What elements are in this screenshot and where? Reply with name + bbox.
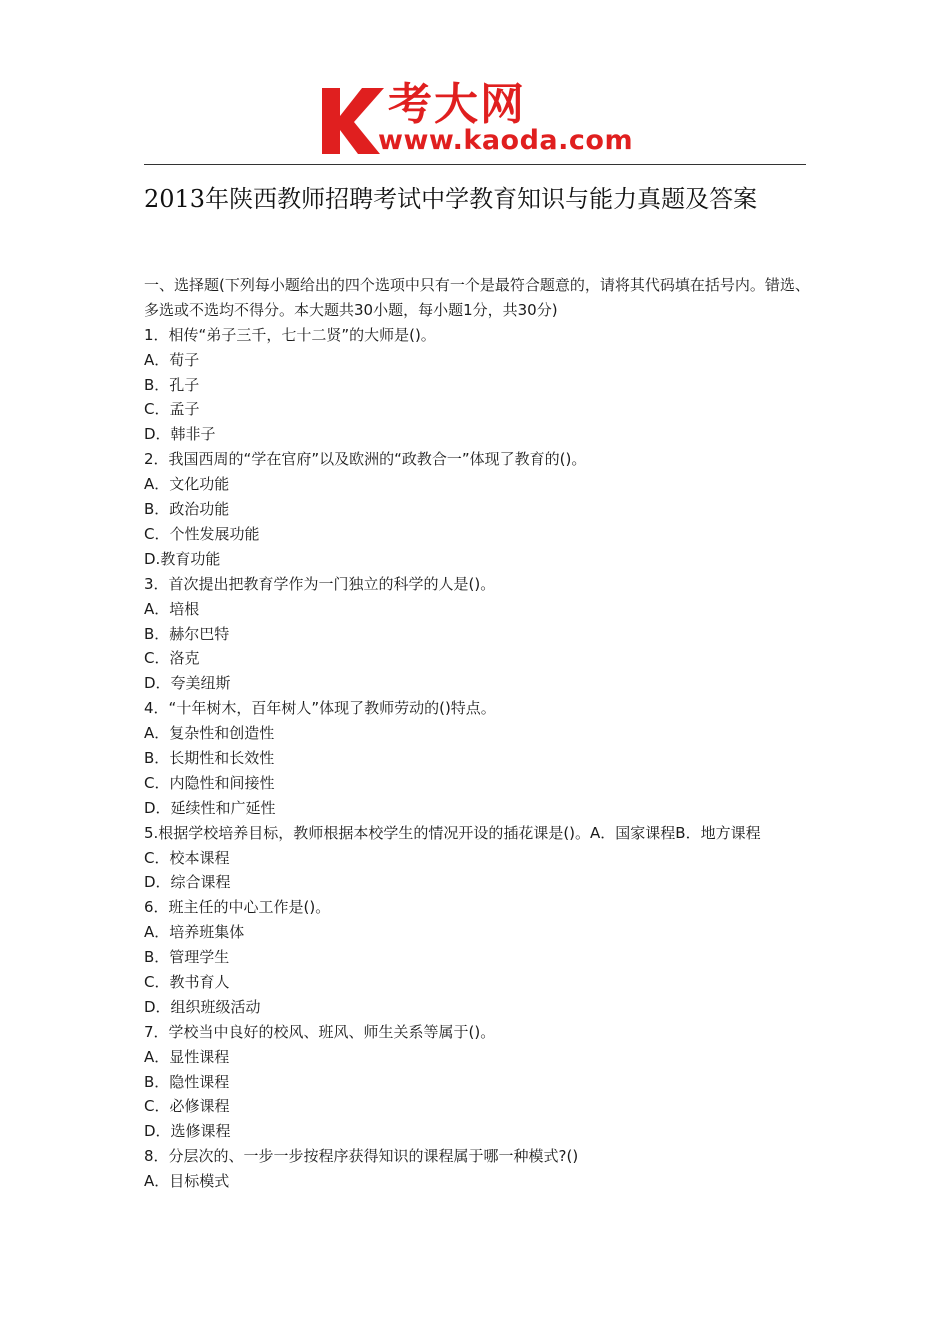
question-stem: 1．相传“弟子三千，七十二贤”的大师是()。 xyxy=(144,325,436,344)
option: A．目标模式 xyxy=(144,1172,230,1191)
question-stem: 3．首次提出把教育学作为一门独立的科学的人是()。 xyxy=(144,574,496,593)
option: D.教育功能 xyxy=(144,549,221,568)
page-title: 2013年陕西教师招聘考试中学教育知识与能力真题及答案 xyxy=(144,185,758,213)
question-stem: 8．分层次的、一步一步按程序获得知识的课程属于哪一种模式?() xyxy=(144,1147,579,1166)
option: C．校本课程 xyxy=(144,848,230,867)
option: C．教书育人 xyxy=(144,972,230,991)
option: C．内隐性和间接性 xyxy=(144,773,275,792)
option: D．组织班级活动 xyxy=(144,997,261,1016)
option: B．长期性和长效性 xyxy=(144,748,275,767)
question-stem: 4．“十年树木，百年树人”体现了教师劳动的()特点。 xyxy=(144,699,496,718)
option: C．孟子 xyxy=(144,400,200,419)
option: D．韩非子 xyxy=(144,425,216,444)
option: D．夸美纽斯 xyxy=(144,674,231,693)
option: B．孔子 xyxy=(144,375,200,394)
kaoda-logo[interactable] xyxy=(318,78,648,158)
question-stem: 2．我国西周的“学在官府”以及欧洲的“政教合一”体现了教育的()。 xyxy=(144,450,587,469)
option: C．个性发展功能 xyxy=(144,524,260,543)
logo-brand-text: 考大网 xyxy=(388,79,526,130)
option: A．荀子 xyxy=(144,350,200,369)
option: D．综合课程 xyxy=(144,873,231,892)
section-intro: 一、选择题(下列每小题给出的四个选项中只有一个是最符合题意的，请将其代码填在括号内。错选、多选或不选均不得分。本大题共30小题，每小题1分，共30分) xyxy=(144,276,810,319)
option: B．赫尔巴特 xyxy=(144,624,230,643)
option: C．洛克 xyxy=(144,649,200,668)
question-stem: 7．学校当中良好的校风、班风、师生关系等属于()。 xyxy=(144,1022,496,1041)
option: A．复杂性和创造性 xyxy=(144,724,275,743)
question-stem: 5.根据学校培养目标，教师根据本校学生的情况开设的插花课是()。A．国家课程B．地方课程 xyxy=(144,823,761,842)
logo-url-text: www.kaoda.com xyxy=(378,125,634,156)
option: B．隐性课程 xyxy=(144,1072,230,1091)
option: A．文化功能 xyxy=(144,475,230,494)
option: A．显性课程 xyxy=(144,1047,230,1066)
exam-content xyxy=(144,273,812,1194)
header-divider xyxy=(144,164,806,165)
option: A．培根 xyxy=(144,599,200,618)
option: C．必修课程 xyxy=(144,1097,230,1116)
option: B．管理学生 xyxy=(144,948,230,967)
question-stem: 6．班主任的中心工作是()。 xyxy=(144,898,331,917)
option: A．培养班集体 xyxy=(144,923,245,942)
option: D．延续性和广延性 xyxy=(144,798,276,817)
option: B．政治功能 xyxy=(144,500,230,519)
option: D．选修课程 xyxy=(144,1122,231,1141)
